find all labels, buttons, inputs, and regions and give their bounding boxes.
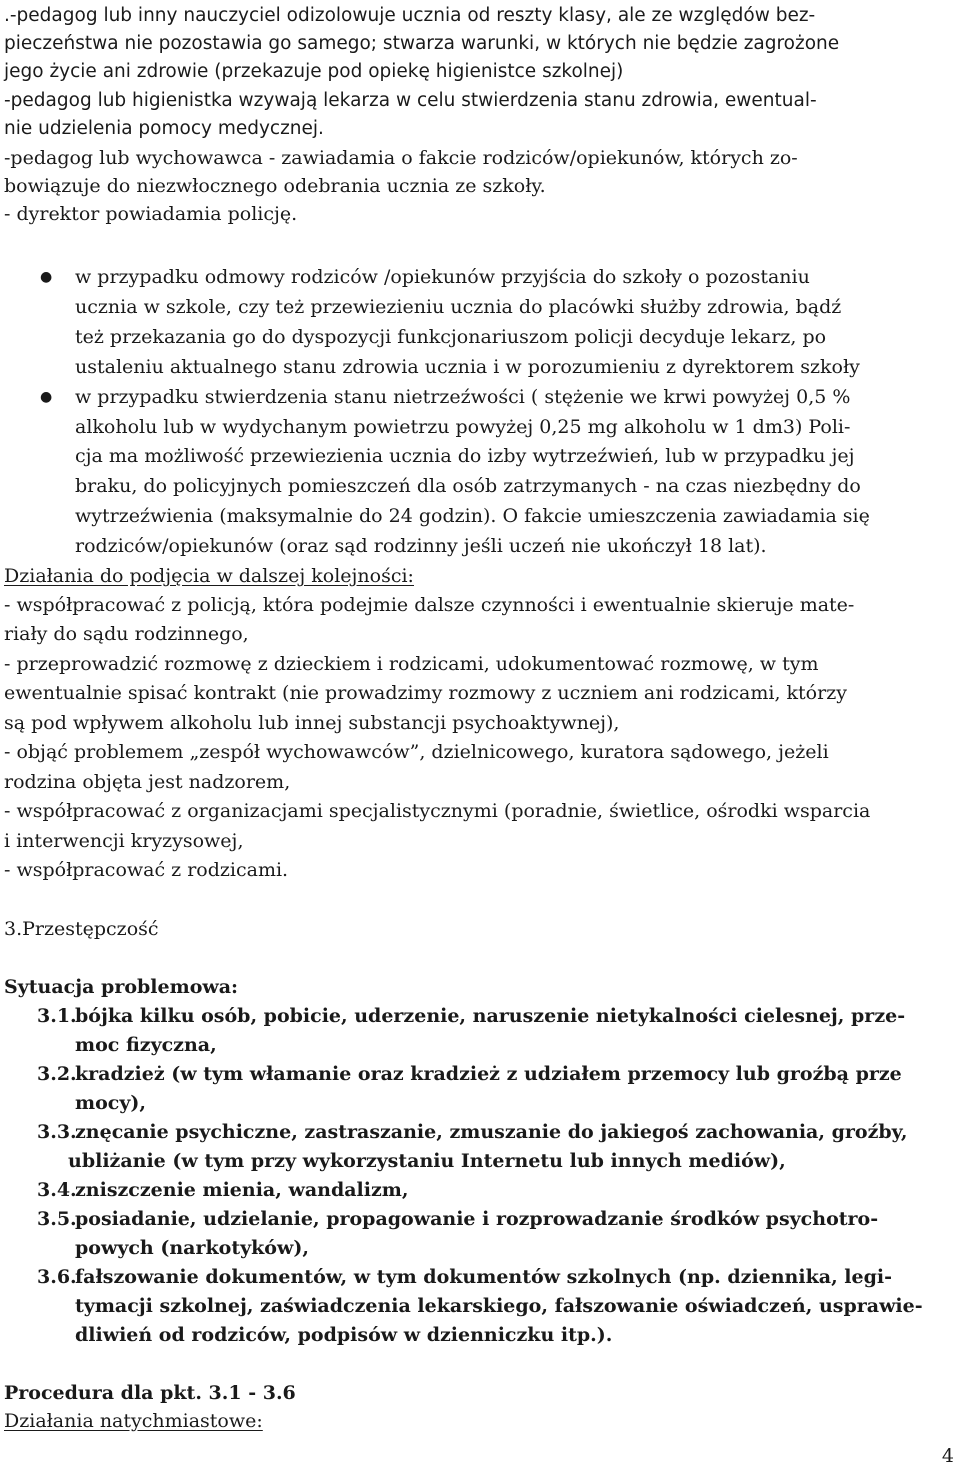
bullet-text-line: alkoholu lub w wydychanym powietrzu powyżej 0,25 mg alkoholu w 1 dm3) Poli- bbox=[75, 416, 851, 438]
bullet-text-line: ustaleniu aktualnego stanu zdrowia ucznia i w porozumieniu z dyrektorem szkoły bbox=[75, 356, 860, 378]
item-text-line: powych (narkotyków), bbox=[75, 1237, 309, 1259]
item-text-line: dliwień od rodziców, podpisów w dzienniczku itp.). bbox=[75, 1324, 613, 1346]
text-line: riały do sądu rodzinnego, bbox=[4, 623, 249, 645]
text-line: .-pedagog lub inny nauczyciel odizolowuje ucznia od reszty klasy, ale ze względów bez- bbox=[4, 5, 816, 26]
text-line: - współpracować z organizacjami specjalistycznymi (poradnie, świetlice, ośrodki wsparcia bbox=[4, 800, 871, 822]
bullet-text-line: rodziców/opiekunów (oraz sąd rodzinny jeśli uczeń nie ukończył 18 lat). bbox=[75, 535, 767, 557]
text-line: - współpracować z rodzicami. bbox=[4, 859, 289, 881]
item-text-line: ubliżanie (w tym przy wykorzystaniu Internetu lub innych mediów), bbox=[68, 1150, 786, 1172]
item-text-line: kradzież (w tym włamanie oraz kradzież z udziałem przemocy lub groźbą prze bbox=[75, 1063, 902, 1085]
item-number: 3.4. bbox=[37, 1179, 77, 1201]
text-line: - objąć problemem „zespół wychowawców”, dzielnicowego, kuratora sądowego, jeżeli bbox=[4, 741, 829, 763]
text-line: -pedagog lub higienistka wzywają lekarza w celu stwierdzenia stanu zdrowia, ewentual- bbox=[4, 90, 817, 111]
text-line: jego życie ani zdrowie (przekazuje pod opiekę higienistce szkolnej) bbox=[4, 61, 624, 82]
bullet-text-line: cja ma możliwość przewiezienia ucznia do izby wytrzeźwień, lub w przypadku jej bbox=[75, 445, 855, 467]
text-line: bowiązuje do niezwłocznego odebrania ucznia ze szkoły. bbox=[4, 175, 546, 197]
text-line: są pod wpływem alkoholu lub innej substancji psychoaktywnej), bbox=[4, 712, 620, 734]
item-text-line: fałszowanie dokumentów, w tym dokumentów szkolnych (np. dziennika, legi- bbox=[75, 1266, 892, 1288]
section-title: 3.Przestępczość bbox=[4, 918, 159, 940]
item-number: 3.6. bbox=[37, 1266, 77, 1288]
text-line: - dyrektor powiadamia policję. bbox=[4, 203, 298, 225]
text-line: nie udzielenia pomocy medycznej. bbox=[4, 118, 324, 139]
item-text-line: posiadanie, udzielanie, propagowanie i rozprowadzanie środków psychotro- bbox=[75, 1208, 879, 1230]
item-text-line: moc fizyczna, bbox=[75, 1034, 217, 1056]
text-line: -pedagog lub wychowawca - zawiadamia o fakcie rodziców/opiekunów, których zo- bbox=[4, 147, 798, 169]
bullet-text-line: w przypadku odmowy rodziców /opiekunów przyjścia do szkoły o pozostaniu bbox=[75, 266, 810, 288]
item-number: 3.1. bbox=[37, 1005, 77, 1027]
text-line: pieczeństwa nie pozostawia go samego; stwarza warunki, w których nie będzie zagrożone bbox=[4, 33, 840, 54]
text-line: rodzina objęta jest nadzorem, bbox=[4, 771, 291, 793]
text-line: ewentualnie spisać kontrakt (nie prowadzimy rozmowy z uczniem ani rodzicami, którzy bbox=[4, 682, 847, 704]
bullet-text-line: braku, do policyjnych pomieszczeń dla osób zatrzymanych - na czas niezbędny do bbox=[75, 475, 861, 497]
item-text-line: bójka kilku osób, pobicie, uderzenie, naruszenie nietykalności cielesnej, prze- bbox=[75, 1005, 906, 1027]
section-heading-further-actions: Działania do podjęcia w dalszej kolejności: bbox=[4, 565, 414, 587]
text-line: - przeprowadzić rozmowę z dzieckiem i rodzicami, udokumentować rozmowę, w tym bbox=[4, 653, 819, 675]
item-text-line: znęcanie psychiczne, zastraszanie, zmuszanie do jakiegoś zachowania, groźby, bbox=[75, 1121, 908, 1143]
bullet-text-line: też przekazania go do dyspozycji funkcjonariuszom policji decyduje lekarz, po bbox=[75, 326, 827, 348]
item-text-line: zniszczenie mienia, wandalizm, bbox=[75, 1179, 409, 1201]
item-number: 3.5. bbox=[37, 1208, 77, 1230]
bullet-icon: ● bbox=[40, 269, 53, 285]
bullet-text-line: ucznia w szkole, czy też przewiezieniu ucznia do placówki służby zdrowia, bądź bbox=[75, 296, 842, 318]
procedure-heading: Procedura dla pkt. 3.1 - 3.6 bbox=[4, 1382, 296, 1404]
text-line: - współpracować z policją, która podejmie dalsze czynności i ewentualnie skieruje mate- bbox=[4, 594, 855, 616]
item-number: 3.3. bbox=[37, 1121, 77, 1143]
text-line: i interwencji kryzysowej, bbox=[4, 830, 244, 852]
page-number: 4 bbox=[941, 1445, 954, 1467]
situation-heading: Sytuacja problemowa: bbox=[4, 976, 239, 998]
item-text-line: tymacji szkolnej, zaświadczenia lekarskiego, fałszowanie oświadczeń, usprawie- bbox=[75, 1295, 923, 1317]
bullet-icon: ● bbox=[40, 389, 53, 405]
item-number: 3.2. bbox=[37, 1063, 77, 1085]
immediate-actions-heading: Działania natychmiastowe: bbox=[4, 1410, 263, 1432]
bullet-text-line: w przypadku stwierdzenia stanu nietrzeźwości ( stężenie we krwi powyżej 0,5 % bbox=[75, 386, 851, 408]
bullet-text-line: wytrzeźwienia (maksymalnie do 24 godzin). O fakcie umieszczenia zawiadamia się bbox=[75, 505, 870, 527]
item-text-line: mocy), bbox=[75, 1092, 146, 1114]
